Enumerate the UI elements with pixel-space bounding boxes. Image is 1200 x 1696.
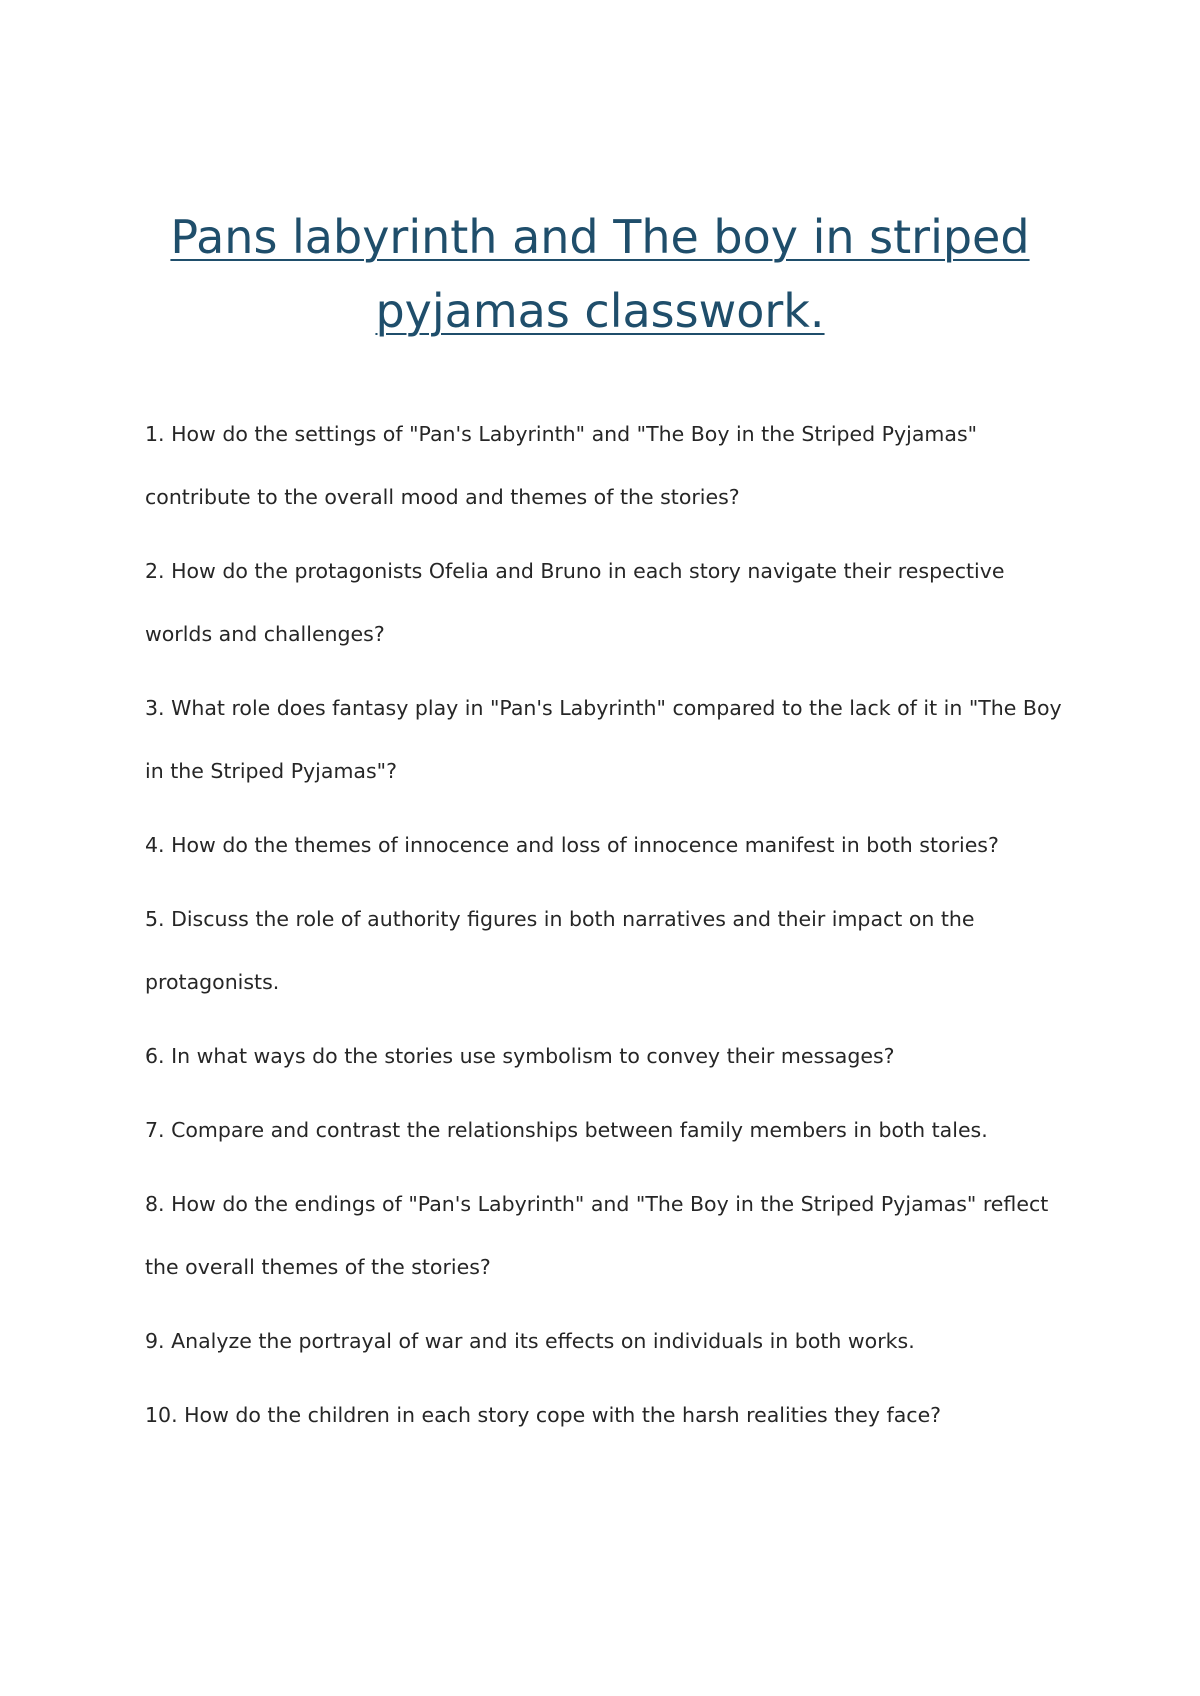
question-item: 5. Discuss the role of authority figures in both narratives and their impact on the protagonists. [145, 907, 975, 994]
question-item: 6. In what ways do the stories use symbolism to convey their messages? [145, 1044, 895, 1068]
question-item: 7. Compare and contrast the relationships between family members in both tales. [145, 1118, 988, 1142]
question-item: 2. How do the protagonists Ofelia and Bruno in each story navigate their respective worlds and challenges? [145, 559, 1005, 646]
document-title: Pans labyrinth and The boy in striped pyjamas classwork. [170, 210, 1030, 338]
question-item: 9. Analyze the portrayal of war and its effects on individuals in both works. [145, 1329, 915, 1353]
question-item: 1. How do the settings of "Pan's Labyrinth" and "The Boy in the Striped Pyjamas" contribute to the overall mood and themes of the stories? [145, 422, 978, 509]
question-item: 10. How do the children in each story cope with the harsh realities they face? [145, 1403, 942, 1427]
question-item: 4. How do the themes of innocence and loss of innocence manifest in both stories? [145, 833, 999, 857]
question-list [145, 403, 1075, 1458]
question-item: 3. What role does fantasy play in "Pan's Labyrinth" compared to the lack of it in "The Boy in the Striped Pyjamas"? [145, 696, 1062, 783]
question-item: 8. How do the endings of "Pan's Labyrinth" and "The Boy in the Striped Pyjamas" reflect the overall themes of the stories? [145, 1192, 1049, 1279]
